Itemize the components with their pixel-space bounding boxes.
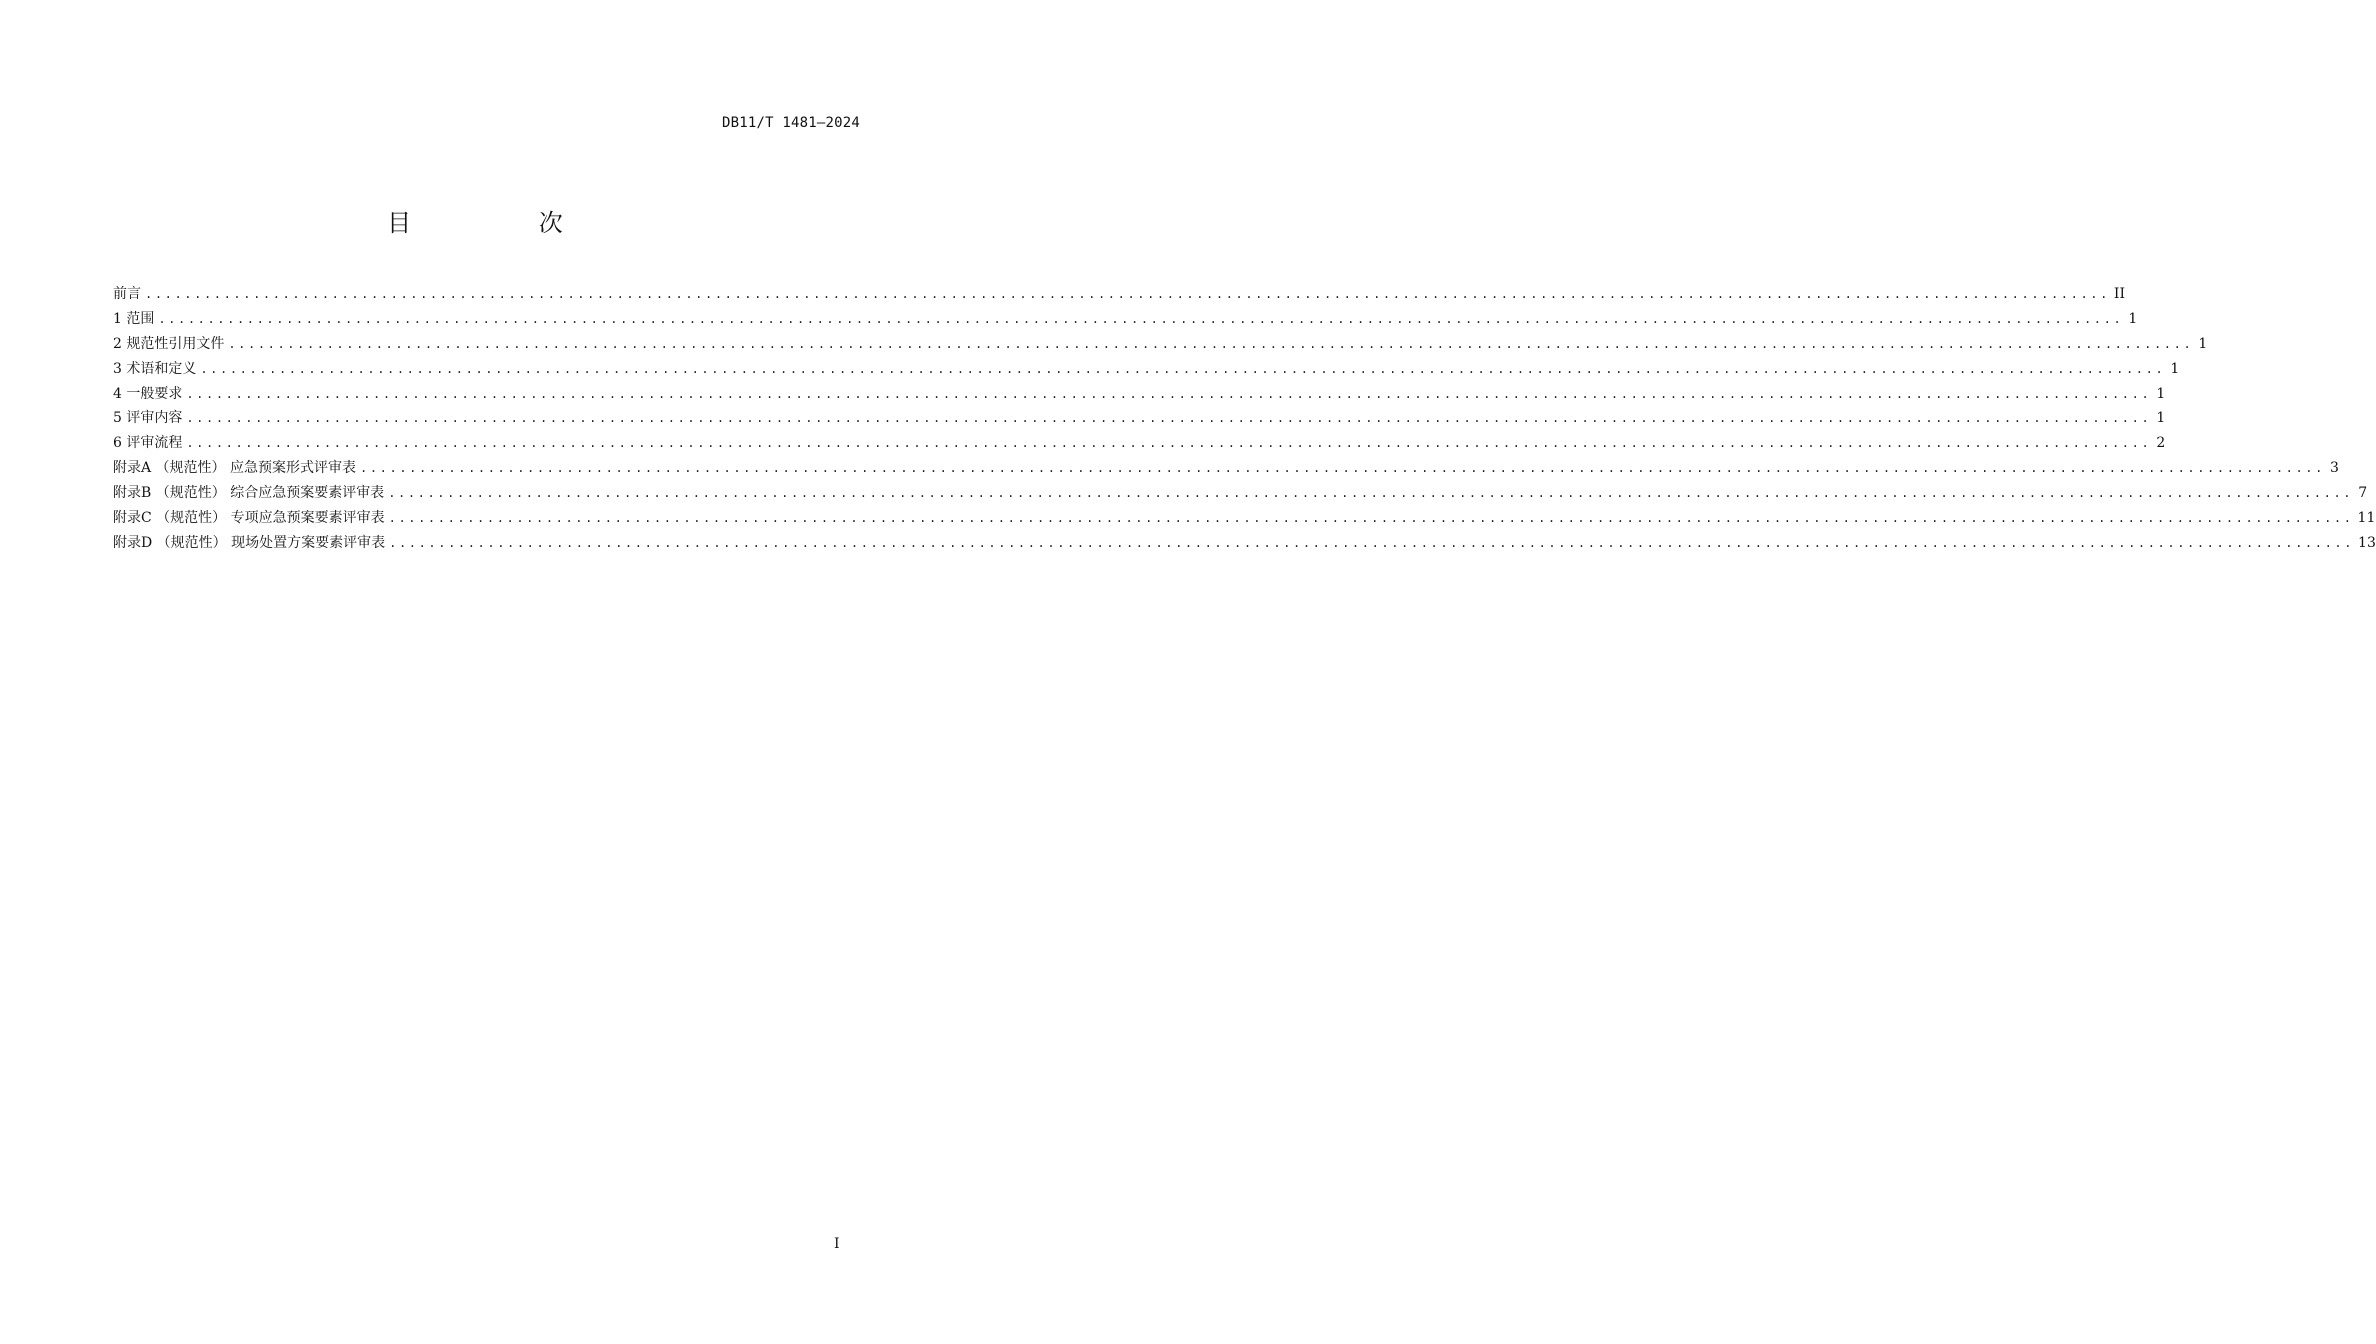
- toc-entry[interactable]: [113, 457, 2339, 482]
- toc-leader-dots: ........................................................................................................................................................................................................: [158, 311, 2124, 326]
- toc-entry-page: 1: [2198, 335, 2208, 352]
- toc-entry-label: 1 范围: [113, 310, 155, 327]
- toc-entry-page: 11: [2357, 510, 2376, 527]
- toc-leader-dots: ........................................................................................................................................................................................................: [200, 361, 2166, 376]
- toc-leader-dots: ........................................................................................................................................................................................................: [186, 386, 2152, 401]
- toc-leader-dots: ........................................................................................................................................................................................................: [186, 436, 2152, 451]
- page-number: I: [834, 1236, 840, 1252]
- document-code: DB11/T 1481—2024: [721, 115, 860, 131]
- toc-entry-page: 2: [2156, 435, 2166, 452]
- toc-entry-label: 3 术语和定义: [113, 360, 197, 377]
- toc-leader-dots: ........................................................................................................................................................................................................: [186, 411, 2152, 426]
- toc-entry-label: 附录B （规范性） 综合应急预案要素评审表: [113, 485, 385, 502]
- toc-entry[interactable]: [113, 532, 2376, 557]
- toc-entry[interactable]: [113, 407, 2166, 432]
- toc-leader-dots: ........................................................................................................................................................................................................: [388, 486, 2354, 501]
- toc-entry[interactable]: [113, 333, 2208, 358]
- toc-entry-page: 13: [2358, 534, 2376, 551]
- toc-leader-dots: ........................................................................................................................................................................................................: [145, 287, 2110, 301]
- toc-leader-dots: ........................................................................................................................................................................................................: [360, 461, 2325, 476]
- toc-entry-page: 1: [2128, 310, 2138, 327]
- toc-leader-dots: ........................................................................................................................................................................................................: [389, 535, 2355, 550]
- toc-entry-page: 7: [2358, 485, 2368, 502]
- toc-entry-label: 附录D （规范性） 现场处置方案要素评审表: [113, 534, 386, 551]
- toc-entry-label: 前言: [113, 286, 141, 302]
- toc-entry-label: 附录A （规范性） 应急预案形式评审表: [113, 460, 357, 477]
- toc-entry-label: 4 一般要求: [113, 385, 183, 402]
- toc-entry-page: 1: [2156, 385, 2166, 402]
- toc-entry[interactable]: [113, 482, 2368, 507]
- toc-leader-dots: ........................................................................................................................................................................................................: [228, 336, 2194, 351]
- toc-entry-label: 附录C （规范性） 专项应急预案要素评审表: [113, 510, 385, 527]
- page-title: 目 次: [387, 209, 623, 237]
- toc-entry-page: II: [2113, 286, 2125, 302]
- toc-entry-page: 3: [2330, 460, 2339, 477]
- toc-entry[interactable]: [113, 383, 2166, 408]
- toc-entry[interactable]: [113, 432, 2166, 457]
- toc-entry[interactable]: [113, 507, 2376, 532]
- toc-leader-dots: ........................................................................................................................................................................................................: [388, 511, 2354, 526]
- toc-entry-label: 6 评审流程: [113, 435, 183, 452]
- toc-entry-page: 1: [2170, 360, 2180, 377]
- toc-entry-page: 1: [2156, 410, 2166, 427]
- toc-entry-label: 5 评审内容: [113, 410, 183, 427]
- toc-entry[interactable]: [113, 308, 2138, 333]
- toc-entry[interactable]: [113, 283, 2125, 308]
- toc-entry-label: 2 规范性引用文件: [113, 335, 225, 352]
- toc-entry[interactable]: [113, 358, 2180, 383]
- table-of-contents: [113, 283, 2376, 557]
